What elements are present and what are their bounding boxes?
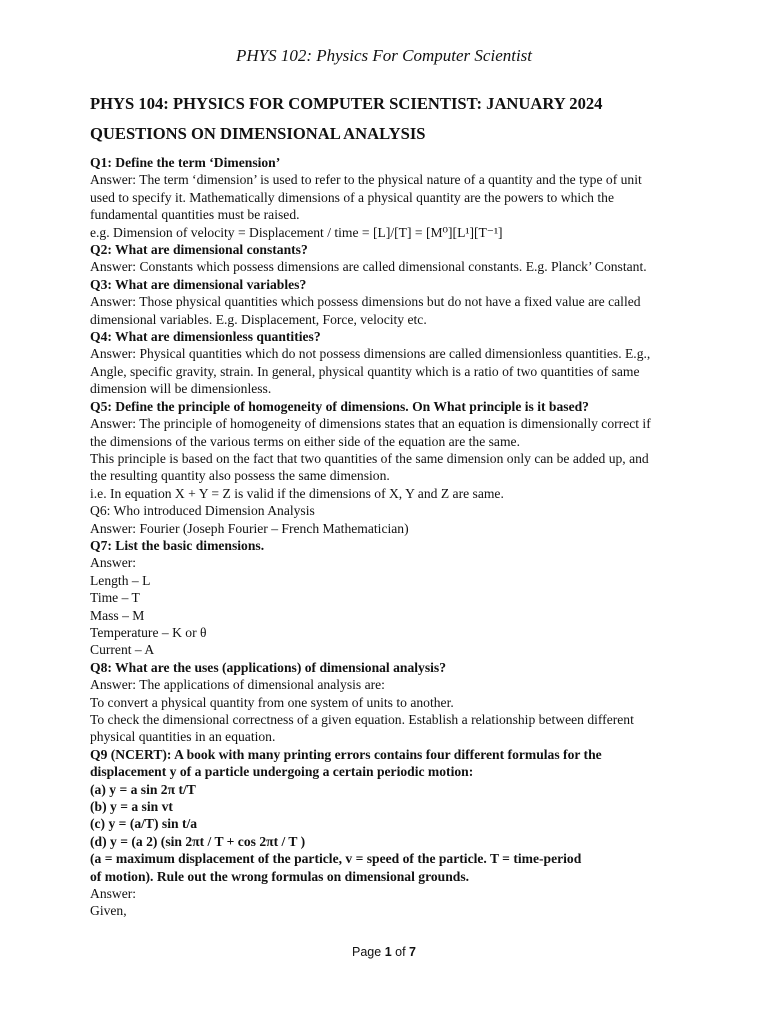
question-line: Q2: What are dimensional constants?	[90, 242, 308, 258]
question-line: (c) y = (a/T) sin t/a	[90, 816, 198, 832]
question-line: Q7: List the basic dimensions.	[90, 537, 265, 553]
answer-line: Answer: Those physical quantities which possess dimensions but do not have a fixed value are called	[90, 294, 641, 310]
answer-line: dimensional variables. E.g. Displacement, Force, velocity etc.	[90, 311, 427, 327]
document-subtitle: QUESTIONS ON DIMENSIONAL ANALYSIS	[90, 124, 426, 143]
answer-line: Current – A	[90, 642, 155, 658]
answer-line: Answer: The term ‘dimension’ is used to refer to the physical nature of a quantity and the type of unit	[90, 172, 642, 188]
answer-line: Answer: Fourier (Joseph Fourier – French Mathematician)	[90, 520, 409, 536]
answer-line: To convert a physical quantity from one system of units to another.	[90, 694, 454, 710]
question-line: displacement y of a particle undergoing a certain periodic motion:	[90, 764, 474, 780]
page-current: 1	[384, 945, 392, 959]
answer-line: Time – T	[90, 590, 140, 606]
question-line: of motion). Rule out the wrong formulas on dimensional grounds.	[90, 868, 470, 884]
running-header: PHYS 102: Physics For Computer Scientist	[235, 46, 533, 65]
answer-line: Answer:	[90, 555, 137, 571]
answer-line: Length – L	[90, 572, 151, 588]
answer-line: dimension will be dimensionless.	[90, 381, 272, 397]
answer-line: Mass – M	[90, 607, 145, 623]
question-line: (a) y = a sin 2π t/T	[90, 781, 196, 797]
question-line: (d) y = (a 2) (sin 2πt / T + cos 2πt / T )	[90, 833, 306, 849]
answer-line: Q6: Who introduced Dimension Analysis	[90, 503, 315, 519]
question-line: Q4: What are dimensionless quantities?	[90, 329, 321, 345]
question-list	[90, 154, 690, 920]
page-prefix: Page	[352, 945, 385, 959]
answer-line: Answer: Physical quantities which do not possess dimensions are called dimensionless quantities. E.g.,	[90, 346, 651, 362]
page-total: 7	[409, 945, 416, 959]
answer-line: To check the dimensional correctness of a given equation. Establish a relationship between different	[90, 712, 634, 727]
answer-line: the dimensions of the various terms on either side of the equation are the same.	[90, 433, 520, 449]
question-line: (b) y = a sin vt	[90, 799, 173, 815]
answer-line: i.e. In equation X + Y = Z is valid if the dimensions of X, Y and Z are same.	[90, 485, 504, 501]
answer-line: Answer: The applications of dimensional analysis are:	[90, 677, 385, 693]
page-number	[0, 945, 768, 959]
question-line: Q3: What are dimensional variables?	[90, 276, 307, 292]
question-line: Q8: What are the uses (applications) of dimensional analysis?	[90, 659, 446, 675]
answer-line: Given,	[90, 903, 127, 919]
answer-line: Answer:	[90, 886, 137, 902]
answer-line: physical quantities in an equation.	[90, 729, 276, 745]
document-title: PHYS 104: PHYSICS FOR COMPUTER SCIENTIST: JANUARY 2024	[90, 94, 603, 113]
answer-line: Answer: Constants which possess dimensions are called dimensional constants. E.g. Planck’ Constant.	[90, 259, 647, 275]
question-line: Q5: Define the principle of homogeneity of dimensions. On What principle is it based?	[90, 398, 589, 414]
document-body	[90, 94, 690, 920]
answer-line: e.g. Dimension of velocity = Displacement / time = [L]/[T] = [M⁰][L¹][T⁻¹]	[90, 224, 503, 240]
question-line: (a = maximum displacement of the particle, v = speed of the particle. T = time-period	[90, 851, 582, 867]
answer-line: Temperature – K or θ	[90, 624, 207, 640]
answer-line: fundamental quantities must be raised.	[90, 207, 300, 223]
page-of: of	[391, 945, 410, 959]
question-line: Q9 (NCERT): A book with many printing errors contains four different formulas for the	[90, 746, 602, 762]
answer-line: This principle is based on the fact that two quantities of the same dimension only can be added up, and	[90, 450, 649, 466]
answer-line: used to specify it. Mathematically dimensions of a physical quantity are the powers to which the	[90, 189, 614, 205]
answer-line: Angle, specific gravity, strain. In general, physical quantity which is a ratio of two quantities of same	[90, 363, 640, 379]
question-line: Q1: Define the term ‘Dimension’	[90, 155, 281, 170]
answer-line: Answer: The principle of homogeneity of dimensions states that an equation is dimensionally correct if	[90, 416, 651, 432]
answer-line: the resulting quantity also possess the same dimension.	[90, 468, 390, 484]
